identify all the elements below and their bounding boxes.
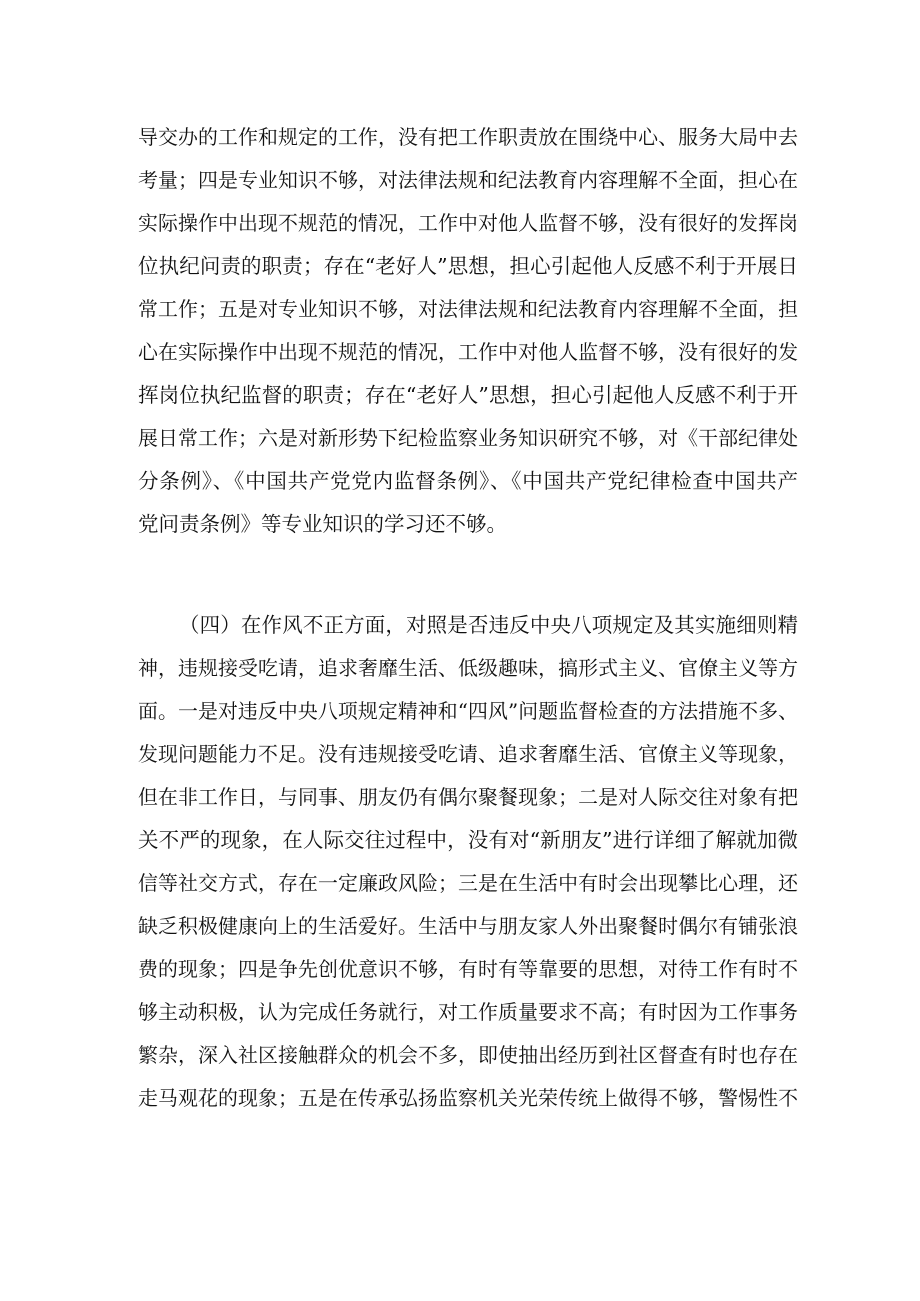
paragraph-section-four [138, 604, 798, 1120]
text-line: 繁杂，深入社区接触群众的机会不多，即使抽出经历到社区督查有时也存在 [138, 1044, 798, 1067]
text-line: 面。一是对违反中央八项规定精神和“四风”问题监督检查的方法措施不多、 [138, 700, 798, 723]
text-line: 分条例》、《中国共产党党内监督条例》、《中国共产党纪律检查中国共产 [138, 469, 798, 493]
text-line: 关不严的现象，在人际交往过程中，没有对“新朋友”进行详细了解就加微 [138, 828, 798, 852]
text-line: 常工作；五是对专业知识不够，对法律法规和纪法教育内容理解不全面，担 [138, 298, 798, 321]
text-line: 挥岗位执纪监督的职责；存在“老好人”思想，担心引起他人反感不利于开 [138, 383, 798, 407]
text-line: 费的现象；四是争先创优意识不够，有时有等靠要的思想，对待工作有时不 [138, 958, 798, 981]
text-line: 够主动积极，认为完成任务就行，对工作质量要求不高；有时因为工作事务 [138, 1001, 798, 1024]
text-line: 党问责条例》等专业知识的学习还不够。 [138, 512, 507, 536]
text-line: 导交办的工作和规定的工作，没有把工作职责放在围绕中心、服务大局中去 [138, 126, 798, 149]
text-line: 信等社交方式，存在一定廉政风险；三是在生活中有时会出现攀比心理，还 [138, 872, 798, 895]
text-line: 位执纪问责的职责；存在“老好人”思想，担心引起他人反感不利于开展日 [138, 254, 798, 278]
section-heading-line: （四）在作风不正方面，对照是否违反中央八项规定及其实施细则精 [179, 613, 798, 637]
text-line: 走马观花的现象；五是在传承弘扬监察机关光荣传统上做得不够，警惕性不 [138, 1087, 798, 1110]
text-line: 缺乏积极健康向上的生活爱好。生活中与朋友家人外出聚餐时偶尔有铺张浪 [138, 915, 798, 938]
text-line: 心在实际操作中出现不规范的情况，工作中对他人监督不够，没有很好的发 [138, 341, 798, 364]
paragraph-duty-issues [138, 116, 798, 546]
text-line: 考量；四是专业知识不够，对法律法规和纪法教育内容理解不全面，担心在 [138, 169, 798, 192]
text-line: 展日常工作；六是对新形势下纪检监察业务知识研究不够，对《干部纪律处 [138, 427, 798, 450]
text-line: 但在非工作日，与同事、朋友仍有偶尔聚餐现象；二是对人际交往对象有把 [138, 786, 798, 809]
text-line: 神，违规接受吃请，追求奢靡生活、低级趣味，搞形式主义、官僚主义等方 [138, 657, 798, 680]
text-line: 实际操作中出现不规范的情况，工作中对他人监督不够，没有很好的发挥岗 [138, 212, 798, 235]
text-line: 发现问题能力不足。没有违规接受吃请、追求奢靡生活、官僚主义等现象， [138, 743, 798, 766]
